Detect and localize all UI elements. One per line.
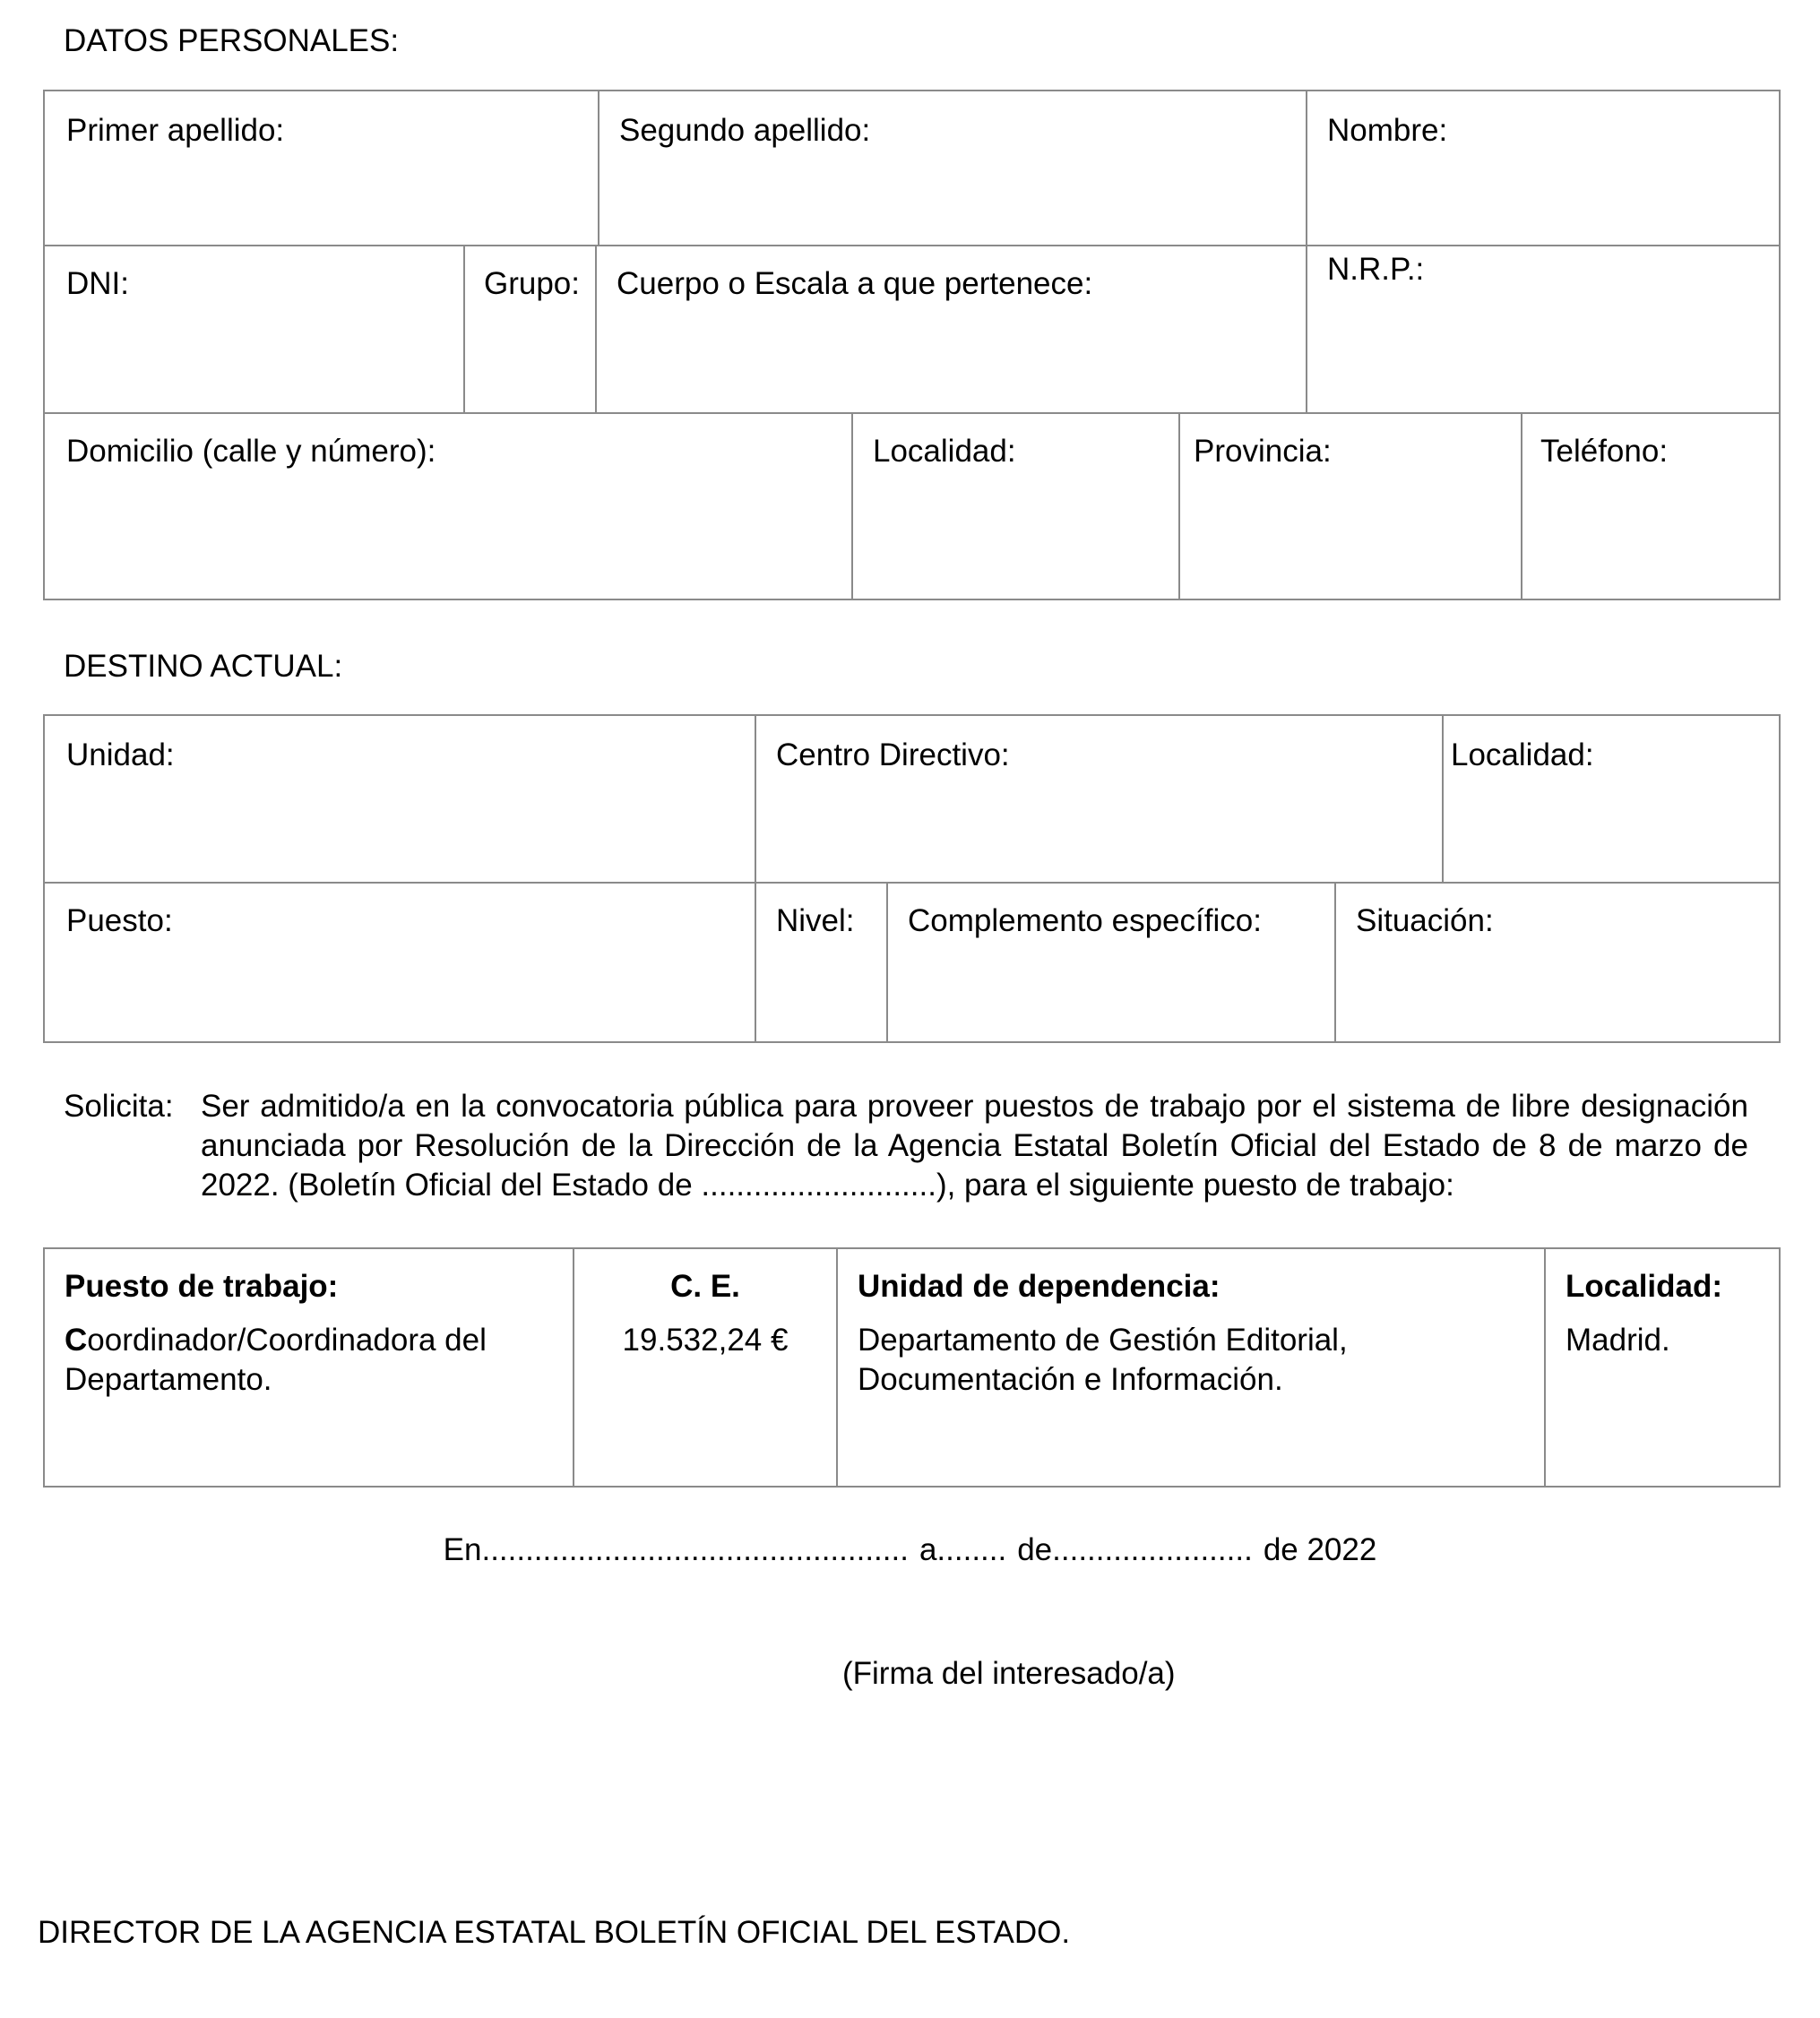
datos-personales-row-3 [43,412,1781,600]
puesto-trabajo-first-letter: C [65,1322,88,1358]
fecha-anio: de 2022 [1263,1532,1377,1567]
nombre-label: Nombre: [1327,113,1448,148]
puesto-trabajo-rest: oordinador/Coordinadora del Departamento. [65,1322,487,1397]
unidad-label: Unidad: [66,737,175,772]
destino-actual-row-1 [43,714,1781,884]
grupo-field[interactable] [465,245,597,412]
segundo-apellido-label: Segundo apellido: [619,113,871,148]
solicita-paragraph [64,1087,1748,1205]
solicita-label: Solicita: [64,1089,174,1124]
puesto-trabajo-column [45,1249,574,1486]
datos-personales-row-1 [43,90,1781,246]
firma-label: (Firma del interesado/a) [842,1656,1176,1691]
destino-localidad-label: Localidad: [1451,737,1594,772]
primer-apellido-label: Primer apellido: [66,113,285,148]
datos-personales-heading: DATOS PERSONALES: [64,23,400,58]
provincia-field[interactable] [1180,412,1522,599]
puesto-trabajo-value [65,1321,555,1400]
nrp-field[interactable] [1307,245,1779,412]
centro-directivo-field[interactable] [756,716,1444,882]
telefono-label: Teléfono: [1540,434,1669,469]
localidad-field[interactable] [853,412,1180,599]
director-destinatario: DIRECTOR DE LA AGENCIA ESTATAL BOLETÍN OFICIAL DEL ESTADO. [38,1915,1071,1950]
datos-personales-row-2 [43,245,1781,414]
fecha-mes[interactable]: de....................... [1017,1532,1253,1567]
primer-apellido-field[interactable] [45,91,599,245]
puesto-label: Puesto: [66,903,173,938]
destino-actual-row-2 [43,882,1781,1043]
localidad-column [1546,1249,1779,1486]
puesto-trabajo-header: Puesto de trabajo: [65,1269,339,1304]
complemento-especifico-label: Complemento específico: [908,903,1262,938]
segundo-apellido-field[interactable] [599,91,1307,245]
fecha-dia[interactable]: a........ [919,1532,1007,1567]
dni-label: DNI: [66,266,129,301]
puesto-field[interactable] [45,882,756,1041]
grupo-label: Grupo: [484,266,580,301]
puesto-solicitado-table [43,1247,1781,1488]
localidad-header: Localidad: [1566,1269,1723,1304]
ce-header: C. E. [670,1269,740,1304]
centro-directivo-label: Centro Directivo: [776,737,1010,772]
dni-field[interactable] [45,245,465,412]
nombre-field[interactable] [1307,91,1779,245]
cuerpo-escala-field[interactable] [597,245,1307,412]
lugar-fecha-line [0,1531,1820,1570]
telefono-field[interactable] [1522,412,1779,599]
unidad-field[interactable] [45,716,756,882]
localidad-value: Madrid. [1566,1322,1670,1358]
ce-value: 19.532,24 € [622,1322,789,1358]
situacion-field[interactable] [1336,882,1779,1041]
unidad-dependencia-value: Departamento de Gestión Editorial, Documentación e Información. [858,1322,1348,1397]
ce-column [574,1249,838,1486]
complemento-especifico-field[interactable] [888,882,1336,1041]
nivel-label: Nivel: [776,903,855,938]
destino-localidad-field[interactable] [1444,716,1779,882]
nivel-field[interactable] [756,882,888,1041]
unidad-dependencia-column [838,1249,1546,1486]
cuerpo-escala-label: Cuerpo o Escala a que pertenece: [617,266,1093,301]
situacion-label: Situación: [1356,903,1494,938]
solicita-text: Ser admitido/a en la convocatoria pública para proveer puestos de trabajo por el sistema de libre designación anunciada por Resolución de la Dirección de la Agencia Estatal Boletín Oficial del Estado de 8 de marzo de 2022. (Boletín Oficial del Estado de ...........................), para el siguiente puesto de trabajo: [201,1089,1748,1203]
lugar-en[interactable]: En................................................. [443,1532,909,1567]
domicilio-field[interactable] [45,412,853,599]
localidad-label: Localidad: [873,434,1016,469]
domicilio-label: Domicilio (calle y número): [66,434,436,469]
nrp-label: N.R.P.: [1327,252,1425,287]
unidad-dependencia-header: Unidad de dependencia: [858,1269,1221,1304]
provincia-label: Provincia: [1194,434,1332,469]
destino-actual-heading: DESTINO ACTUAL: [64,649,343,684]
